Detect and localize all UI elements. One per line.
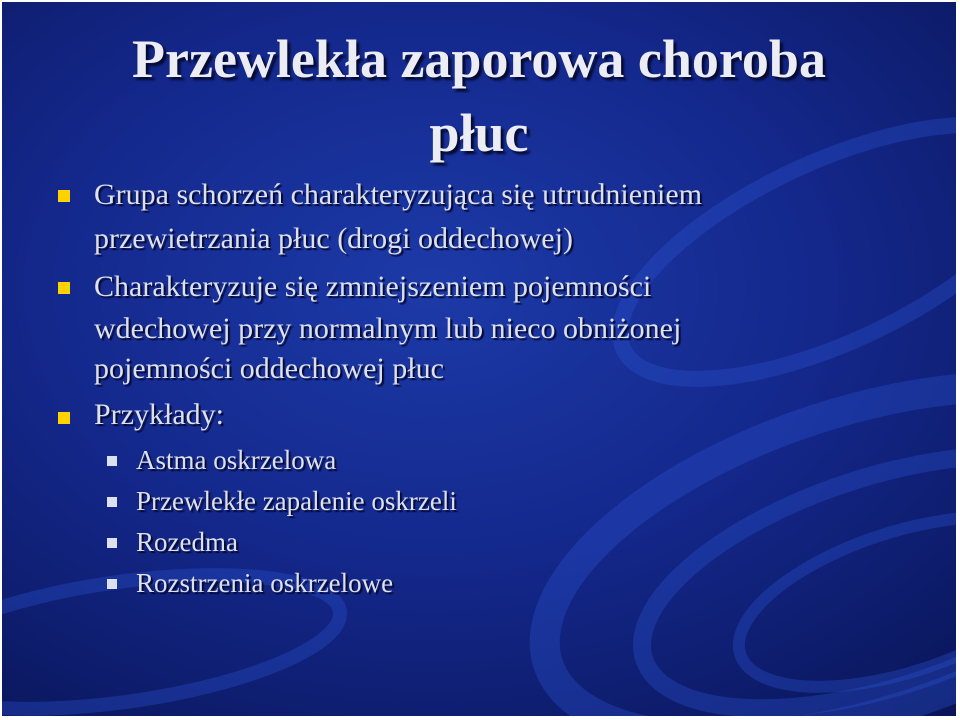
sub-item-2: Przewlekłe zapalenie oskrzeli — [136, 486, 457, 516]
bullet-3-line-1: Przykłady: — [94, 398, 224, 431]
sub-bullet-square-icon — [107, 579, 117, 589]
sub-item-3: Rozedma — [136, 527, 238, 557]
bullet-square-icon — [58, 282, 70, 294]
bullet-1-line-2: przewietrzania płuc (drogi oddechowej) — [94, 222, 573, 255]
sub-bullet-square-icon — [107, 497, 117, 507]
sub-bullet-square-icon — [107, 538, 117, 548]
sub-item-1: Astma oskrzelowa — [136, 445, 337, 475]
sub-bullet-square-icon — [107, 456, 117, 466]
bullet-1-line-1: Grupa schorzeń charakteryzująca się utrudnieniem — [94, 178, 703, 211]
bullet-square-icon — [58, 190, 70, 202]
bullet-2-line-2: wdechowej przy normalnym lub nieco obniżonej — [94, 312, 682, 345]
bullet-square-icon — [58, 412, 70, 424]
slide — [2, 2, 956, 716]
bullet-2-line-3: pojemności oddechowej płuc — [94, 352, 444, 385]
sub-item-4: Rozstrzenia oskrzelowe — [136, 568, 394, 598]
bullet-2-line-1: Charakteryzuje się zmniejszeniem pojemności — [94, 270, 652, 303]
slide-title-line-1: Przewlekła zaporowa choroba — [132, 29, 826, 89]
slide-title-line-2: płuc — [429, 103, 529, 163]
